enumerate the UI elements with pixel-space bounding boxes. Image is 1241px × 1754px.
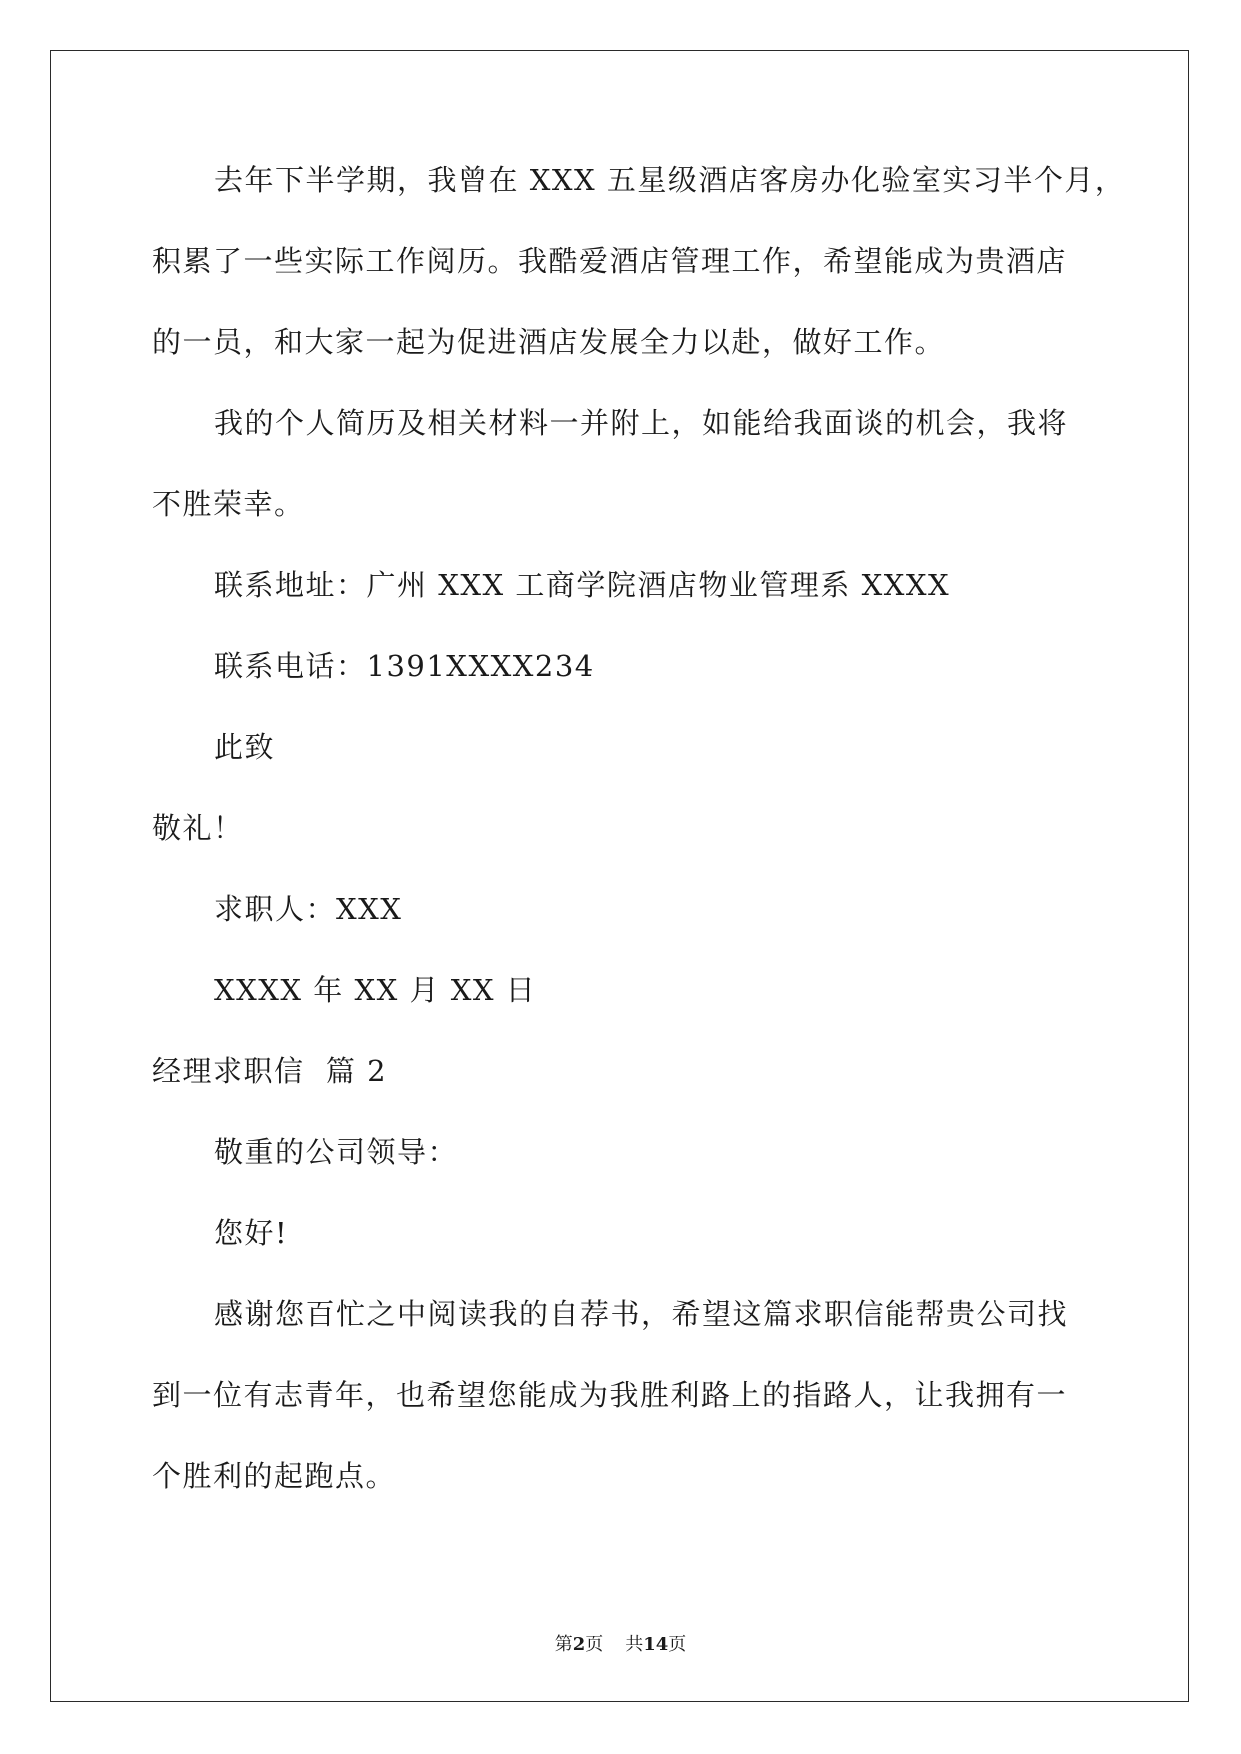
contact-phone: 联系电话：1391XXXX234: [214, 649, 595, 683]
total-suffix: 页: [668, 1634, 687, 1655]
contact-address: 联系地址：广州 XXX 工商学院酒店物业管理系 XXXX: [214, 568, 951, 602]
total-prefix: 共: [625, 1634, 644, 1655]
paragraph-line: 积累了一些实际工作阅历。我酷爱酒店管理工作，希望能成为贵酒店: [152, 244, 1068, 278]
page-border: [50, 50, 1189, 1702]
total-pages: 14: [643, 1634, 669, 1655]
section-heading: 经理求职信 篇 2: [152, 1054, 388, 1088]
page-number: 2: [572, 1634, 586, 1655]
paragraph-line: 不胜荣幸。: [152, 487, 305, 521]
letter-date: XXXX 年 XX 月 XX 日: [214, 973, 537, 1007]
letter-greeting: 敬重的公司领导：: [214, 1135, 459, 1169]
closing-regards: 敬礼！: [152, 811, 244, 845]
closing-salutation: 此致: [214, 730, 276, 764]
paragraph-line: 到一位有志青年，也希望您能成为我胜利路上的指路人，让我拥有一: [152, 1378, 1068, 1412]
applicant-name: 求职人：XXX: [214, 892, 403, 926]
page-footer: [0, 1630, 1241, 1656]
paragraph-line: 个胜利的起跑点。: [152, 1459, 397, 1493]
page-prefix: 第: [554, 1634, 573, 1655]
letter-hello: 您好!: [214, 1216, 289, 1250]
paragraph-line: 去年下半学期，我曾在 XXX 五星级酒店客房办化验室实习半个月，: [214, 163, 1126, 197]
paragraph-line: 感谢您百忙之中阅读我的自荐书，希望这篇求职信能帮贵公司找: [214, 1297, 1069, 1331]
paragraph-line: 的一员，和大家一起为促进酒店发展全力以赴，做好工作。: [152, 325, 946, 359]
paragraph-line: 我的个人简历及相关材料一并附上，如能给我面谈的机会，我将: [214, 406, 1069, 440]
page-suffix: 页: [585, 1634, 604, 1655]
